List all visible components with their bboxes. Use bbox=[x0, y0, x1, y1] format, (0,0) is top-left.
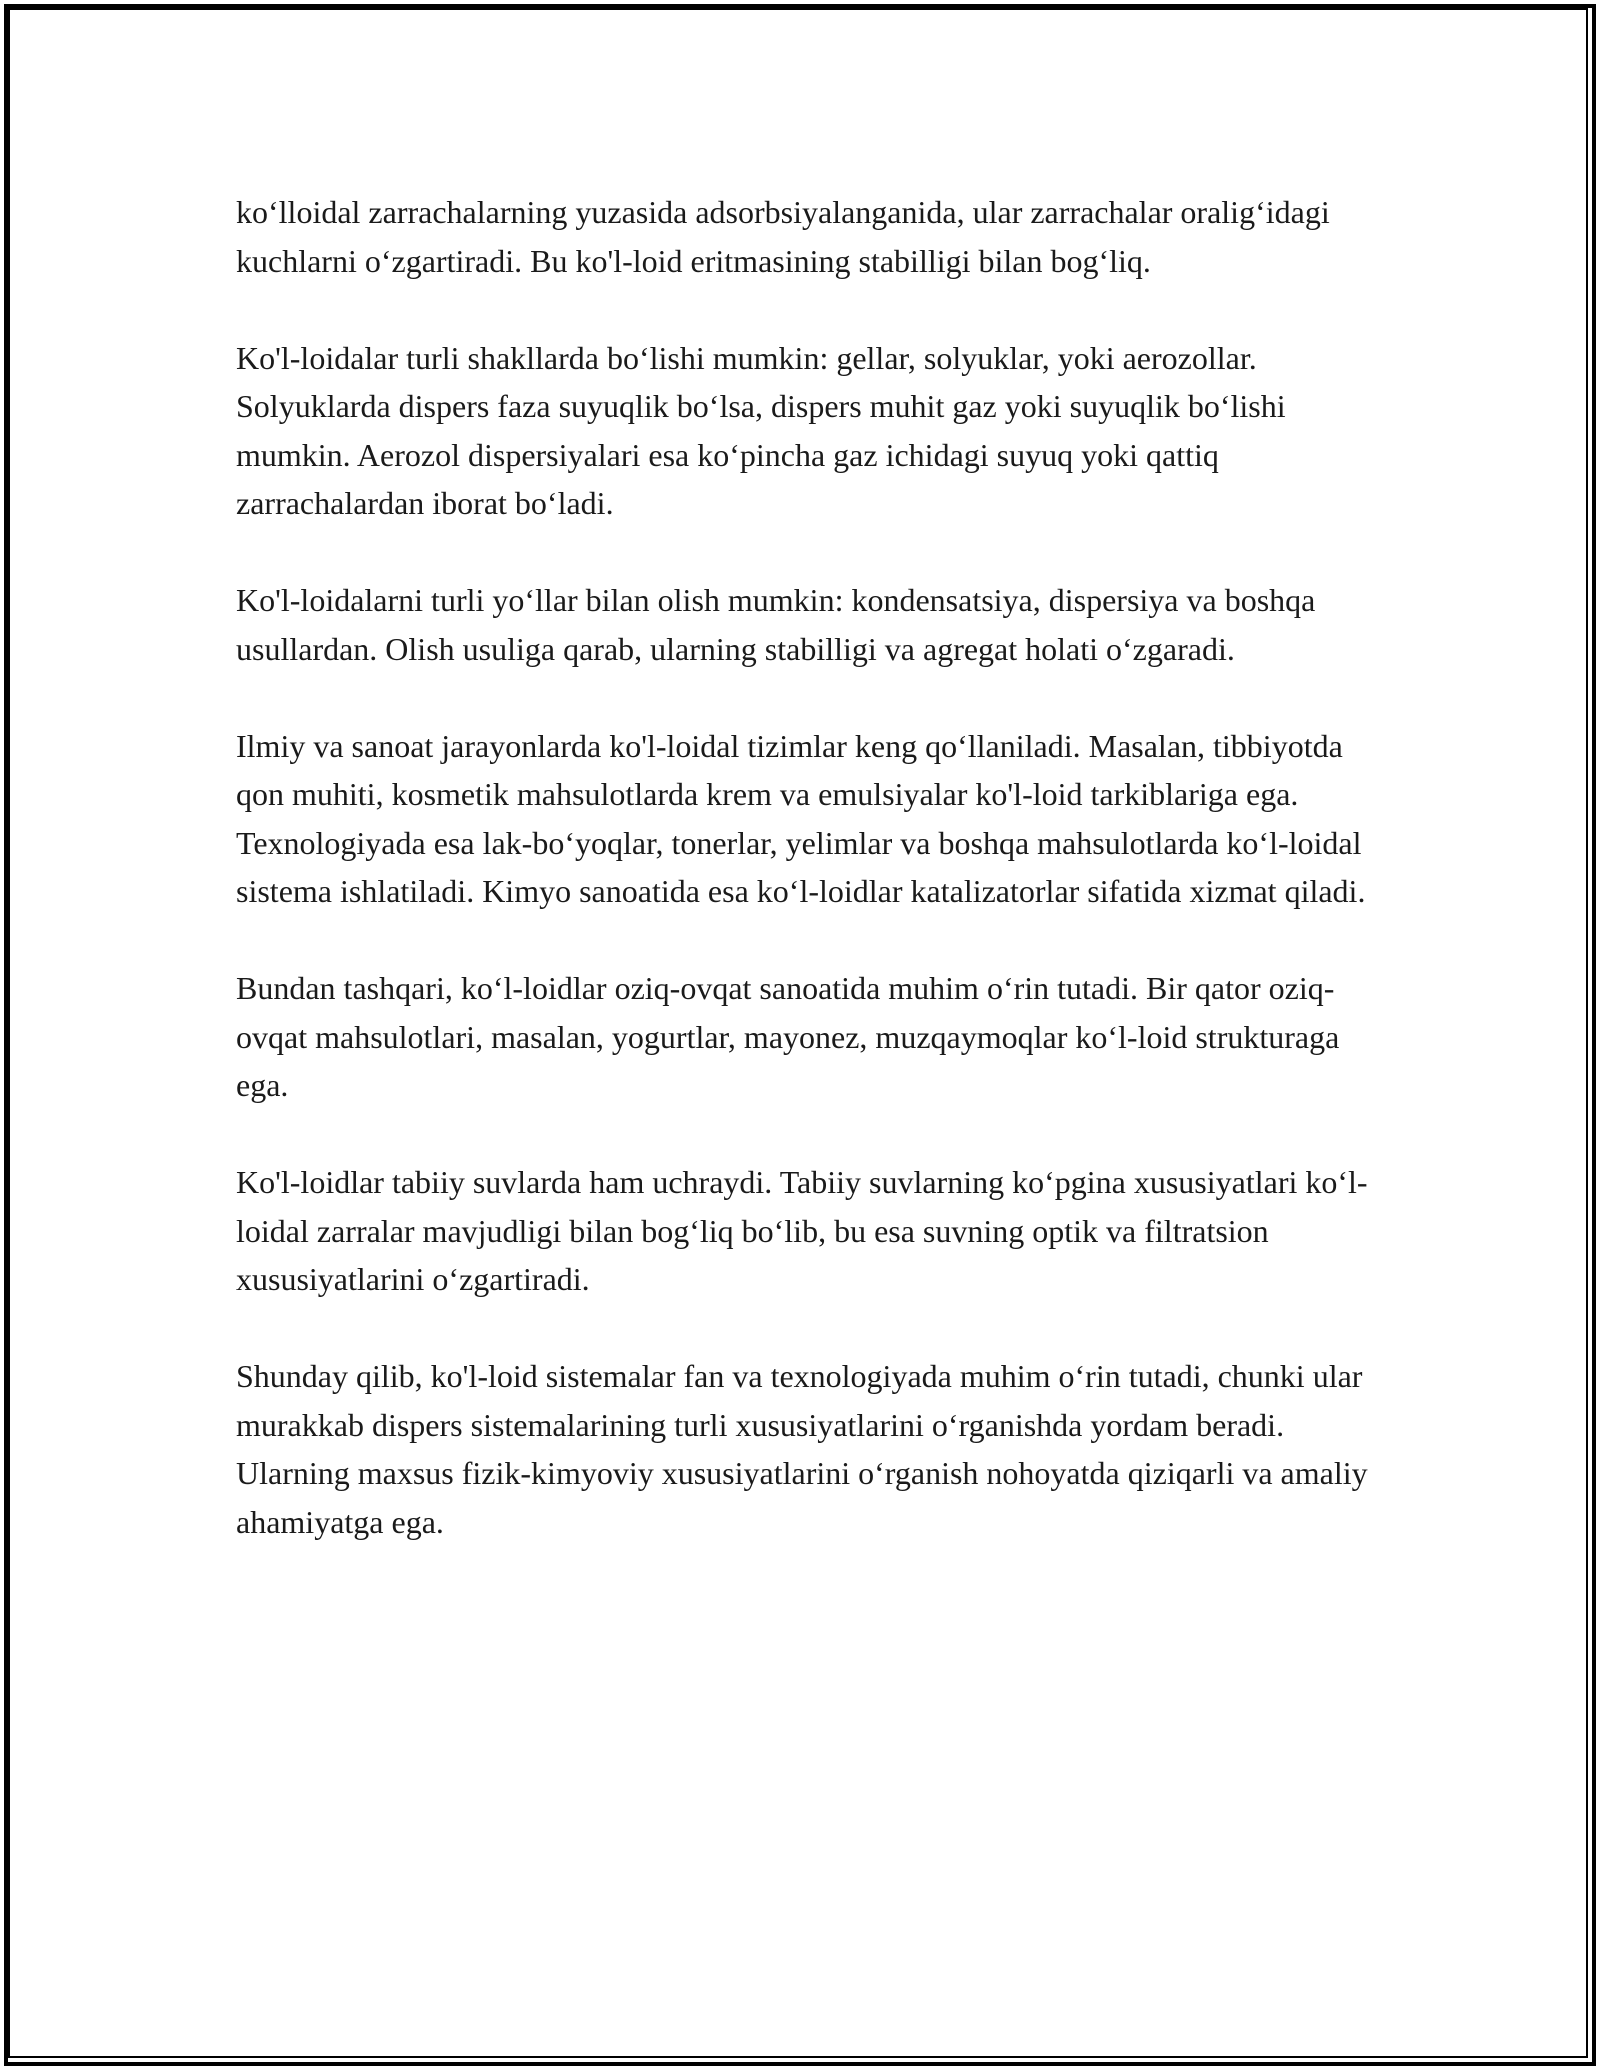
paragraph: Ko'l-loidalarni turli yo‘llar bilan olish mumkin: kondensatsiya, dispersiya va boshqa usullardan. Olish usuliga qarab, ularning stabilligi va agregat holati o‘zgaradi. bbox=[236, 582, 1316, 667]
paragraph: Bundan tashqari, ko‘l-loidlar oziq-ovqat sanoatida muhim o‘rin tutadi. Bir qator oziq-ovqat mahsulotlari, masalan, yogurtlar, mayonez, muzqaymoqlar ko‘l-loid strukturaga ega. bbox=[236, 970, 1340, 1103]
paragraph: Ko'l-loidalar turli shakllarda bo‘lishi mumkin: gellar, solyuklar, yoki aerozollar. Solyuklarda dispers faza suyuqlik bo‘lsa, dispers muhit gaz yoki suyuqlik bo‘lishi mumkin. Aerozol dispersiyalari esa ko‘pincha gaz ichidagi suyuq yoki qattiq zarrachalardan iborat bo‘ladi. bbox=[236, 339, 1286, 521]
paragraph: ko‘lloidal zarrachalarning yuzasida adsorbsiyalanganida, ular zarrachalar oralig‘idagi kuchlarni o‘zgartiradi. Bu ko'l-loid eritmasining stabilligi bilan bog‘liq. bbox=[236, 194, 1330, 279]
paragraph: Shunday qilib, ko'l-loid sistemalar fan va texnologiyada muhim o‘rin tutadi, chunki ular murakkab dispers sistemalarining turli xususiyatlarini o‘rganishda yordam beradi. Ularning maxsus fizik-kimyoviy xususiyatlarini o‘rganish nohoyatda qiziqarli va amaliy ahamiyatga ega. bbox=[236, 1358, 1368, 1540]
paragraph: Ilmiy va sanoat jarayonlarda ko'l-loidal tizimlar keng qo‘llaniladi. Masalan, tibbiyotda qon muhiti, kosmetik mahsulotlarda krem va emulsiyalar ko'l-loid tarkiblariga ega. Texnologiyada esa lak-bo‘yoqlar, tonerlar, yelimlar va boshqa mahsulotlarda ko‘l-loidal sistema ishlatiladi. Kimyo sanoatida esa ko‘l-loidlar katalizatorlar sifatida xizmat qiladi. bbox=[236, 727, 1366, 909]
document-body bbox=[236, 188, 1396, 1595]
paragraph: Ko'l-loidlar tabiiy suvlarda ham uchraydi. Tabiiy suvlarning ko‘pgina xususiyatlari ko‘l-loidal zarralar mavjudligi bilan bog‘liq bo‘lib, bu esa suvning optik va filtratsion xususiyatlarini o‘zgartiradi. bbox=[236, 1164, 1368, 1297]
